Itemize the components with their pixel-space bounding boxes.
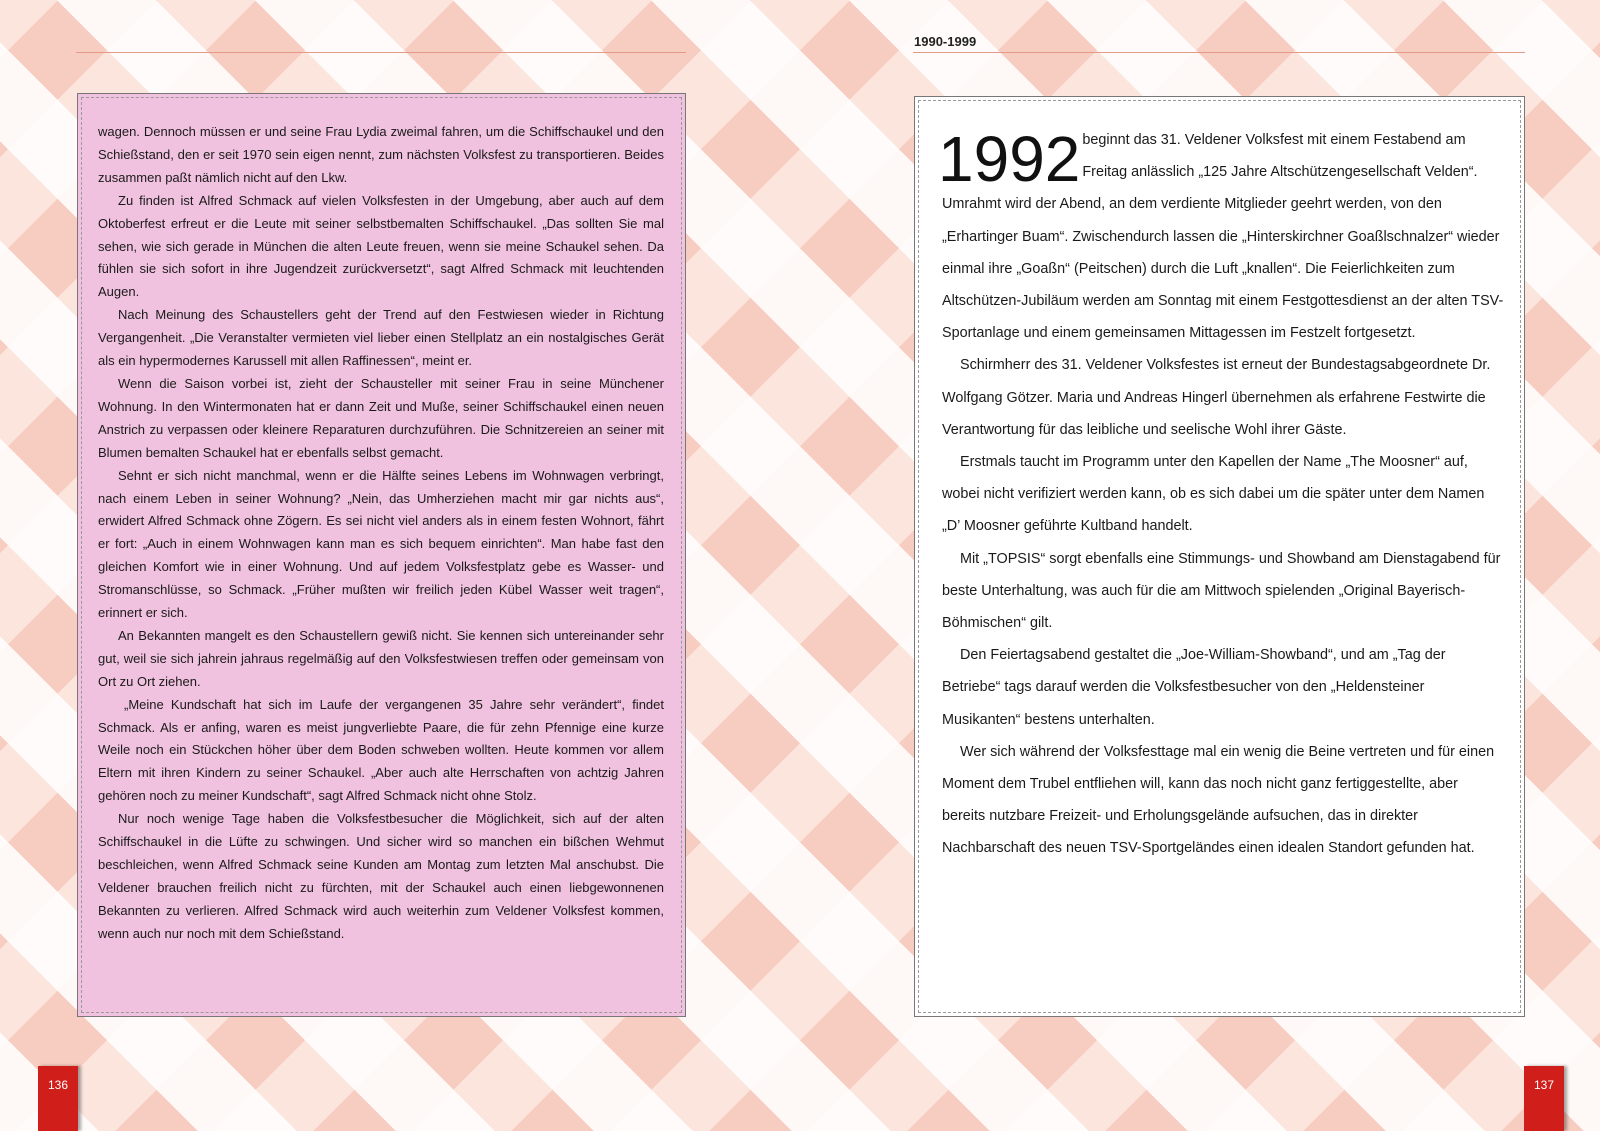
right-paragraph: Mit „TOPSIS“ sorgt ebenfalls eine Stimmungs- und Showband am Dienstagabend für beste Unterhaltung, was auch für die am Mittwoch spielenden „Original Bayerisch-Böhmischen“ gilt. xyxy=(942,550,1501,632)
header-rule-left xyxy=(76,52,686,53)
left-paragraph: Nach Meinung des Schaustellers geht der Trend auf den Festwiesen wieder in Richtung Vergangenheit. „Die Veranstalter vermieten viel lieber einen Stellplatz an ein nostalgisches Gerät als ein hypermodernes Karussell mit allen Raffinessen“, meint er. xyxy=(98,307,664,369)
left-paragraph: wagen. Dennoch müssen er und seine Frau Lydia zweimal fahren, um die Schiffschaukel und den Schießstand, den er seit 1970 sein eigen nennt, zum nächsten Volksfest zu transportieren. Beides zusammen paßt nämlich nicht auf den Lkw. xyxy=(98,124,664,185)
left-paragraph: Sehnt er sich nicht manchmal, wenn er die Hälfte seines Lebens im Wohnwagen verbringt, nach einem Leben in seiner Wohnung? „Nein, das Umherziehen macht mir gar nichts aus“, erwidert Alfred Schmack ohne Zögern. Es sei nicht viel anders als in einem festen Wohnort, fährt er fort: „Auch in einem Wohnwagen kann man es sich bequem einrichten“. Man habe fast den gleichen Komfort wie in einer Wohnung. Und auf jedem Volksfestplatz gebe es Wasser- und Stromanschlüsse, so Schmack. „Früher mußten wir freilich jeden Kübel Wasser weit tragen“, erinnert er sich. xyxy=(98,467,664,621)
page-number-right: 137 xyxy=(1524,1066,1564,1131)
right-paragraph: Den Feiertagsabend gestaltet die „Joe-William-Showband“, und am „Tag der Betriebe“ tags darauf werden die Volksfestbesucher von den „Heldensteiner Musikanten“ bestens unterhalten. xyxy=(942,647,1446,728)
right-paragraph: Erstmals taucht im Programm unter den Kapellen der Name „The Moosner“ auf, wobei nicht verifiziert werden kann, ob es sich dabei um die später unter dem Namen „D’ Moosner geführte Kultband handelt. xyxy=(942,454,1485,535)
chapter-year-range: 1990-1999 xyxy=(914,34,977,49)
left-article-text xyxy=(98,121,664,946)
right-article-text xyxy=(938,123,1504,865)
left-paragraph: Zu finden ist Alfred Schmack auf vielen Volksfesten in der Umgebung, aber auch auf dem Oktoberfest erfreut er die Leute mit seiner selbstbemalten Schiffschaukel. „Das sollten Sie mal sehen, wie sich gerade in München die alten Leute freuen, wenn sie meine Schaukel sehen. Da fühlen sie sich sofort in ihre Jugendzeit zurückversetzt“, sagt Alfred Schmack mit leuchtenden Augen. xyxy=(98,192,664,300)
left-paragraph: Wenn die Saison vorbei ist, zieht der Schausteller mit seiner Frau in seine Münchener Wohnung. In den Wintermonaten hat er dann Zeit und Muße, seiner Schiffschaukel einen neuen Anstrich zu verpassen oder kleinere Reparaturen durchzuführen. Die Schnitzereien an seiner mit Blumen bemalten Schaukel hat er ebenfalls selbst gemacht. xyxy=(98,375,664,460)
right-paragraph: Schirmherr des 31. Veldener Volksfestes ist erneut der Bundestagsabgeordnete Dr. Wolfgang Götzer. Maria und Andreas Hingerl übernehmen als erfahrene Festwirte die Verantwortung für das leibliche und seelische Wohl ihrer Gäste. xyxy=(942,357,1491,438)
header-rule-right xyxy=(913,52,1525,53)
page-number-left: 136 xyxy=(38,1066,78,1131)
right-paragraph: Wer sich während der Volksfesttage mal ein wenig die Beine vertreten und für einen Moment dem Trubel entfliehen will, kann das noch nicht ganz fertiggestellte, aber bereits nutzbare Freizeit- und Erholungsgelände aufsuchen, das in direkter Nachbarschaft des neuen TSV-Sportgeländes einen idealen Standort gefunden hat. xyxy=(942,743,1495,857)
left-paragraph: „Meine Kundschaft hat sich im Laufe der vergangenen 35 Jahre sehr verändert“, findet Schmack. Als er anfing, waren es meist jungverliebte Paare, die für zehn Pfennige eine kurze Weile noch ein Stückchen höher über dem Boden schweben wollten. Heute kommen vor allem Eltern mit ihren Kindern zu seiner Schaukel. „Aber auch alte Herrschaften von achtzig Jahren gehören noch zu meiner Kundschaft“, sagt Alfred Schmack nicht ohne Stolz. xyxy=(98,696,664,804)
left-paragraph: Nur noch wenige Tage haben die Volksfestbesucher die Möglichkeit, sich auf der alten Schiffschaukel in die Lüfte zu schwingen. Und sicher wird so manchen ein bißchen Wehmut beschleichen, wenn Alfred Schmack seine Kunden am Montag zum letzten Mal anschubst. Die Veldener brauchen freilich nicht zu fürchten, mit der Schaukel auch einen liebgewonnenen Bekannten zu verlieren. Alfred Schmack wird auch weiterhin zum Veldener Volksfest kommen, wenn auch nur noch mit dem Schießstand. xyxy=(98,811,664,941)
left-paragraph: An Bekannten mangelt es den Schaustellern gewiß nicht. Sie kennen sich untereinander sehr gut, weil sie sich jahrein jahraus regelmäßig auf den Volksfestwiesen treffen oder gemeinsam von Ort zu Ort ziehen. xyxy=(98,627,664,689)
first-paragraph-text: beginnt das 31. Veldener Volksfest mit einem Festabend am Freitag anlässlich „125 Jahre Altschützengesellschaft Velden“. Umrahmt wird der Abend, an dem verdiente Mitglieder geehrt werden, von den „Erhartinger Buam“. Zwischendurch lassen die „Hinterskirchner Goaßlschnalzer“ wieder einmal ihre „Goaßn“ (Peitschen) durch die Luft „knallen“. Die Feierlichkeiten zum Altschützen-Jubiläum werden am Sonntag mit einem Festgottesdienst an der alten TSV-Sportanlage und einem gemeinsamen Mittagessen im Festzelt fortgesetzt. xyxy=(942,132,1504,342)
year-heading: 1992 xyxy=(938,123,1081,195)
right-first-paragraph xyxy=(938,123,1504,349)
